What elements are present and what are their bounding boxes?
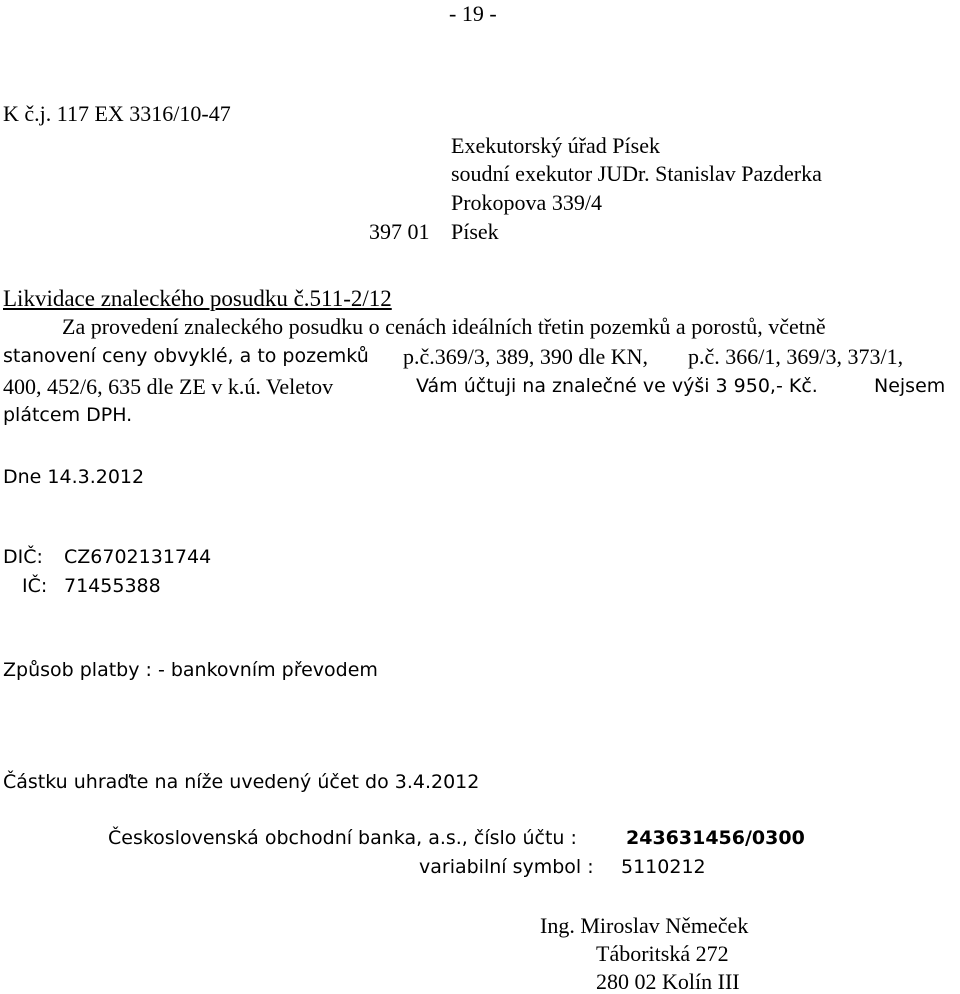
body-line-2a: stanovení ceny obvyklé, a to pozemků [3, 345, 369, 367]
dic-label: DIČ: [3, 546, 43, 568]
body-line-3a: 400, 452/6, 635 dle ZE v k.ú. Veletov [3, 374, 334, 399]
body-line-4: plátcem DPH. [3, 404, 133, 426]
variable-symbol-label: variabilní symbol : [419, 856, 594, 878]
bank-account-number: 243631456/0300 [626, 827, 805, 849]
issue-date: Dne 14.3.2012 [3, 466, 145, 488]
bank-label: Československá obchodní banka, a.s., číslo účtu : [108, 827, 577, 849]
signature-street: Táboritská 272 [596, 941, 729, 966]
addressee-line-3: Prokopova 339/4 [451, 190, 602, 215]
subject-heading: Likvidace znaleckého posudku č.511-2/12 [3, 286, 392, 311]
ic-label: IČ: [22, 575, 48, 597]
signature-name: Ing. Miroslav Němeček [540, 913, 749, 938]
addressee-zip: 397 01 [369, 219, 430, 244]
body-line-3c: Nejsem [874, 375, 946, 397]
addressee-line-1: Exekutorský úřad Písek [451, 133, 660, 158]
addressee-city: Písek [451, 219, 499, 244]
case-reference: K č.j. 117 EX 3316/10-47 [3, 101, 231, 126]
dic-value: CZ6702131744 [64, 546, 212, 568]
page-number: - 19 - [449, 1, 497, 26]
signature-city: 280 02 Kolín III [596, 969, 740, 994]
payment-method: Způsob platby : - bankovním převodem [3, 659, 378, 681]
ic-value: 71455388 [64, 575, 161, 597]
body-line-3b: Vám účtuji na znalečné ve výši 3 950,- Kč. [416, 375, 818, 397]
payment-due: Částku uhraďte na níže uvedený účet do 3.4.2012 [3, 771, 480, 793]
body-line-2c: p.č. 366/1, 369/3, 373/1, [688, 344, 904, 369]
body-line-1: Za provedení znaleckého posudku o cenách ideálních třetin pozemků a porostů, včetně [62, 314, 826, 339]
body-line-2b: p.č.369/3, 389, 390 dle KN, [403, 344, 649, 369]
variable-symbol-value: 5110212 [621, 856, 706, 878]
addressee-line-2: soudní exekutor JUDr. Stanislav Pazderka [451, 161, 822, 186]
